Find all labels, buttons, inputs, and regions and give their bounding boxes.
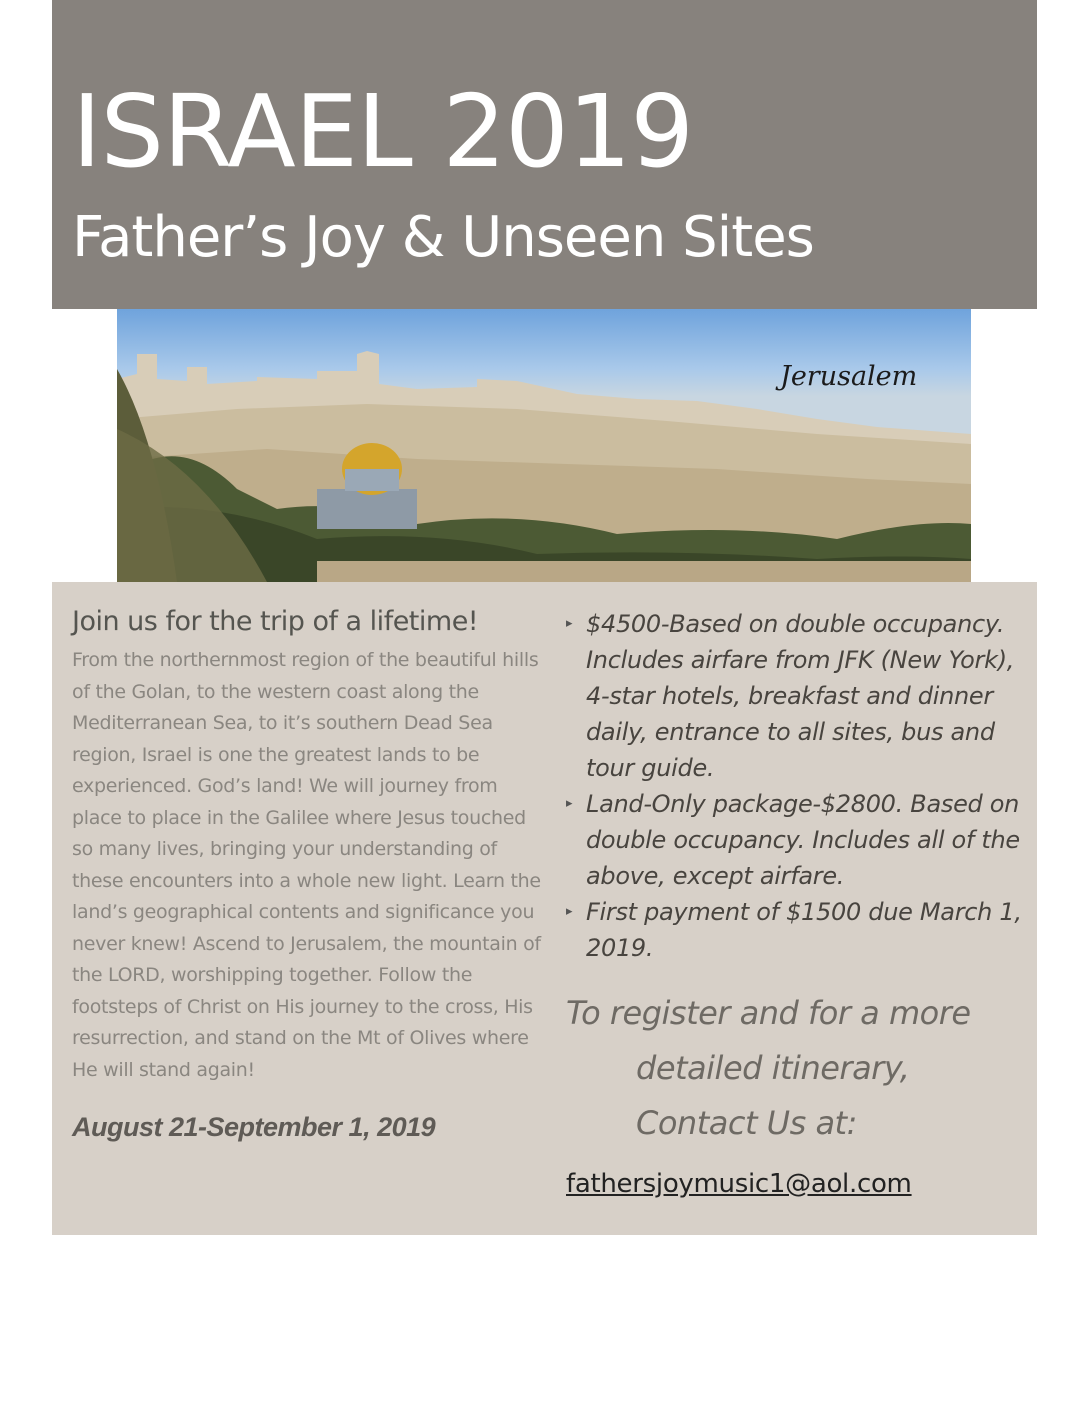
trip-heading: Join us for the trip of a lifetime!: [72, 606, 479, 637]
register-line-2: detailed itinerary,: [636, 1049, 910, 1087]
register-line-3: Contact Us at:: [636, 1104, 857, 1142]
city-skyline-illustration: [117, 309, 971, 582]
pricing-item-first-payment: ▸ First payment of $1500 due March 1, 2019.: [566, 894, 1026, 966]
register-text: [566, 986, 1026, 1151]
photo-caption: Jerusalem: [780, 361, 918, 392]
trip-dates: August 21-September 1, 2019: [72, 1112, 436, 1142]
register-line-1: To register and for a more: [566, 994, 971, 1032]
pricing-list: [566, 606, 1026, 966]
page-subtitle: Father’s Joy & Unseen Sites: [72, 205, 814, 270]
jerusalem-photo: [117, 309, 971, 582]
pricing-column: [566, 606, 1026, 1199]
description-column: [72, 606, 542, 1143]
page-title: ISRAEL 2019: [72, 73, 693, 190]
pricing-item-full: ▸ $4500-Based on double occupancy. Includes airfare from JFK (New York), 4-star hotels, breakfast and dinner daily, entrance to all sites, bus and tour guide.: [566, 606, 1026, 786]
header-banner: [52, 0, 1037, 309]
info-panel: [52, 582, 1037, 1235]
contact-email-link[interactable]: fathersjoymusic1@aol.com: [566, 1169, 912, 1199]
trip-description: From the northernmost region of the beautiful hills of the Golan, to the western coast along the Mediterranean Sea, to it’s southern Dead Sea region, Israel is one the greatest lands to be experienced. God’s land! We will journey from place to place in the Galilee where Jesus touched so many lives, bringing your understanding of these encounters into a whole new light. Learn the land’s geographical contents and significance you never knew! Ascend to Jerusalem, the mountain of the LORD, worshipping together. Follow the footsteps of Christ on His journey to the cross, His resurrection, and stand on the Mt of Olives where He will stand again!: [72, 649, 541, 1081]
pricing-item-land-only: ▸ Land-Only package-$2800. Based on double occupancy. Includes all of the above, except airfare.: [566, 786, 1026, 894]
